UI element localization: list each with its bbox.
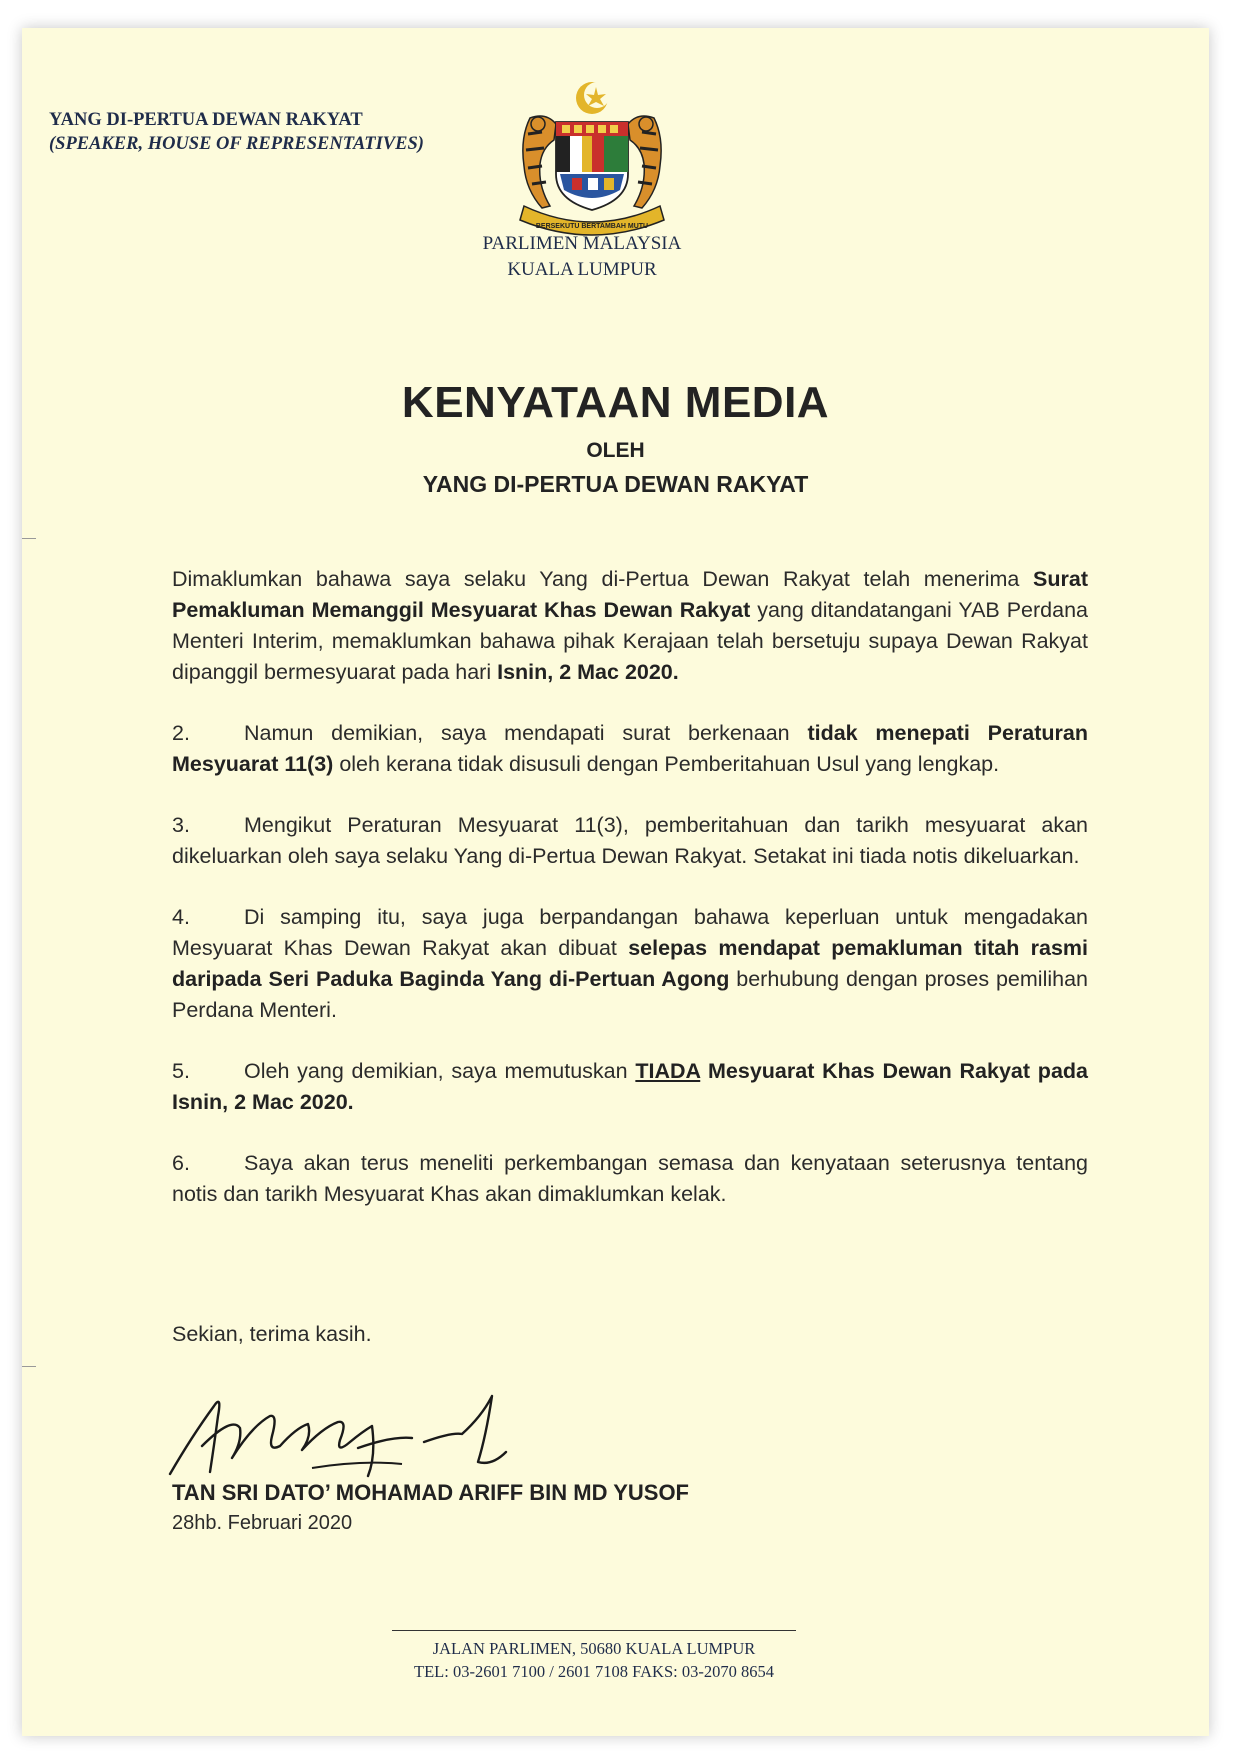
bold-run: Surat Pemakluman Memanggil Mesyuarat Khas Dewan Rakyat bbox=[172, 567, 1088, 622]
letterhead-left bbox=[49, 108, 424, 156]
paragraph-number: 2. bbox=[172, 721, 190, 745]
speaker-title: YANG DI-PERTUA DEWAN RAKYAT bbox=[49, 110, 363, 130]
statement-body bbox=[172, 564, 1088, 1240]
text-run: Namun demikian, saya mendapati surat berkenaan bbox=[244, 721, 808, 745]
paragraph-6 bbox=[172, 1148, 1088, 1210]
paragraph-3 bbox=[172, 810, 1088, 872]
document-title: KENYATAAN MEDIA bbox=[401, 378, 830, 427]
text-run: oleh kerana tidak disusuli dengan Pemberitahuan Usul yang lengkap. bbox=[333, 752, 1000, 776]
text-run: Saya akan terus meneliti perkembangan semasa dan kenyataan seterusnya tentang notis dan tarikh Mesyuarat Khas akan dimaklumkan kelak. bbox=[172, 1151, 1088, 1206]
paragraph-number: 3. bbox=[172, 813, 190, 837]
bold-run: tidak menepati Peraturan Mesyuarat 11(3) bbox=[172, 721, 1089, 776]
paragraph-number: 6. bbox=[172, 1151, 190, 1175]
bold-run: Isnin, 2 Mac 2020. bbox=[497, 660, 679, 684]
text-run: yang ditandatangani YAB Perdana Menteri Interim, memaklumkan bahawa pihak Kerajaan telah bersetuju supaya Dewan Rakyat dipanggil bermesyuarat pada hari bbox=[172, 598, 1088, 684]
parliament-name: PARLIMEN MALAYSIA bbox=[482, 233, 682, 254]
bold-run: selepas mendapat pemakluman titah rasmi daripada Seri Paduka Baginda Yang di-Pertuan Agong bbox=[172, 936, 1088, 991]
text-run: berhubung dengan proses pemilihan Perdana Menteri. bbox=[172, 967, 1088, 1022]
paragraph-5 bbox=[172, 1056, 1088, 1118]
bold-run: Mesyuarat Khas Dewan Rakyat pada Isnin, 2 Mac 2020. bbox=[172, 1059, 1088, 1114]
paragraph-2 bbox=[172, 718, 1088, 780]
signatory-name: TAN SRI DATO’ MOHAMAD ARIFF BIN MD YUSOF bbox=[172, 1480, 689, 1505]
crest-motto: BERSEKUTU BERTAMBAH MUTU bbox=[535, 223, 649, 230]
footer-contact: TEL: 03-2601 7100 / 2601 7108 FAKS: 03-2070 8654 bbox=[414, 1662, 774, 1681]
paragraph-1 bbox=[172, 564, 1088, 688]
letter-page bbox=[22, 28, 1209, 1736]
fold-mark bbox=[22, 1366, 36, 1367]
footer-divider bbox=[392, 1630, 796, 1631]
paragraph-4 bbox=[172, 902, 1088, 1026]
organisation-block bbox=[462, 231, 702, 283]
closing-line: Sekian, terima kasih. bbox=[172, 1322, 372, 1346]
paragraph-number: 4. bbox=[172, 905, 190, 929]
underlined-bold-run: TIADA bbox=[635, 1059, 701, 1083]
text-run: Dimaklumkan bahawa saya selaku Yang di-Pertua Dewan Rakyat telah menerima bbox=[172, 567, 1034, 591]
text-run: Oleh yang demikian, saya memutuskan bbox=[244, 1059, 636, 1083]
title-by: OLEH bbox=[586, 439, 645, 462]
speaker-title-english: (SPEAKER, HOUSE OF REPRESENTATIVES) bbox=[49, 134, 424, 154]
statement-date: 28hb. Februari 2020 bbox=[172, 1512, 353, 1534]
footer-address: JALAN PARLIMEN, 50680 KUALA LUMPUR bbox=[432, 1639, 756, 1658]
parliament-city: KUALA LUMPUR bbox=[507, 259, 657, 280]
title-issuer: YANG DI-PERTUA DEWAN RAKYAT bbox=[422, 471, 809, 497]
malaysia-coat-of-arms-icon bbox=[502, 78, 682, 242]
paragraph-number: 5. bbox=[172, 1059, 190, 1083]
text-run: Mengikut Peraturan Mesyuarat 11(3), pemberitahuan dan tarikh mesyuarat akan dikeluarkan oleh saya selaku Yang di-Pertua Dewan Rakyat. Setakat ini tiada notis dikeluarkan. bbox=[172, 813, 1088, 868]
text-run: Di samping itu, saya juga berpandangan bahawa keperluan untuk mengadakan Mesyuarat Khas Dewan Rakyat akan dibuat bbox=[172, 905, 1088, 960]
handwritten-signature-icon bbox=[162, 1376, 542, 1486]
fold-mark bbox=[22, 538, 36, 539]
